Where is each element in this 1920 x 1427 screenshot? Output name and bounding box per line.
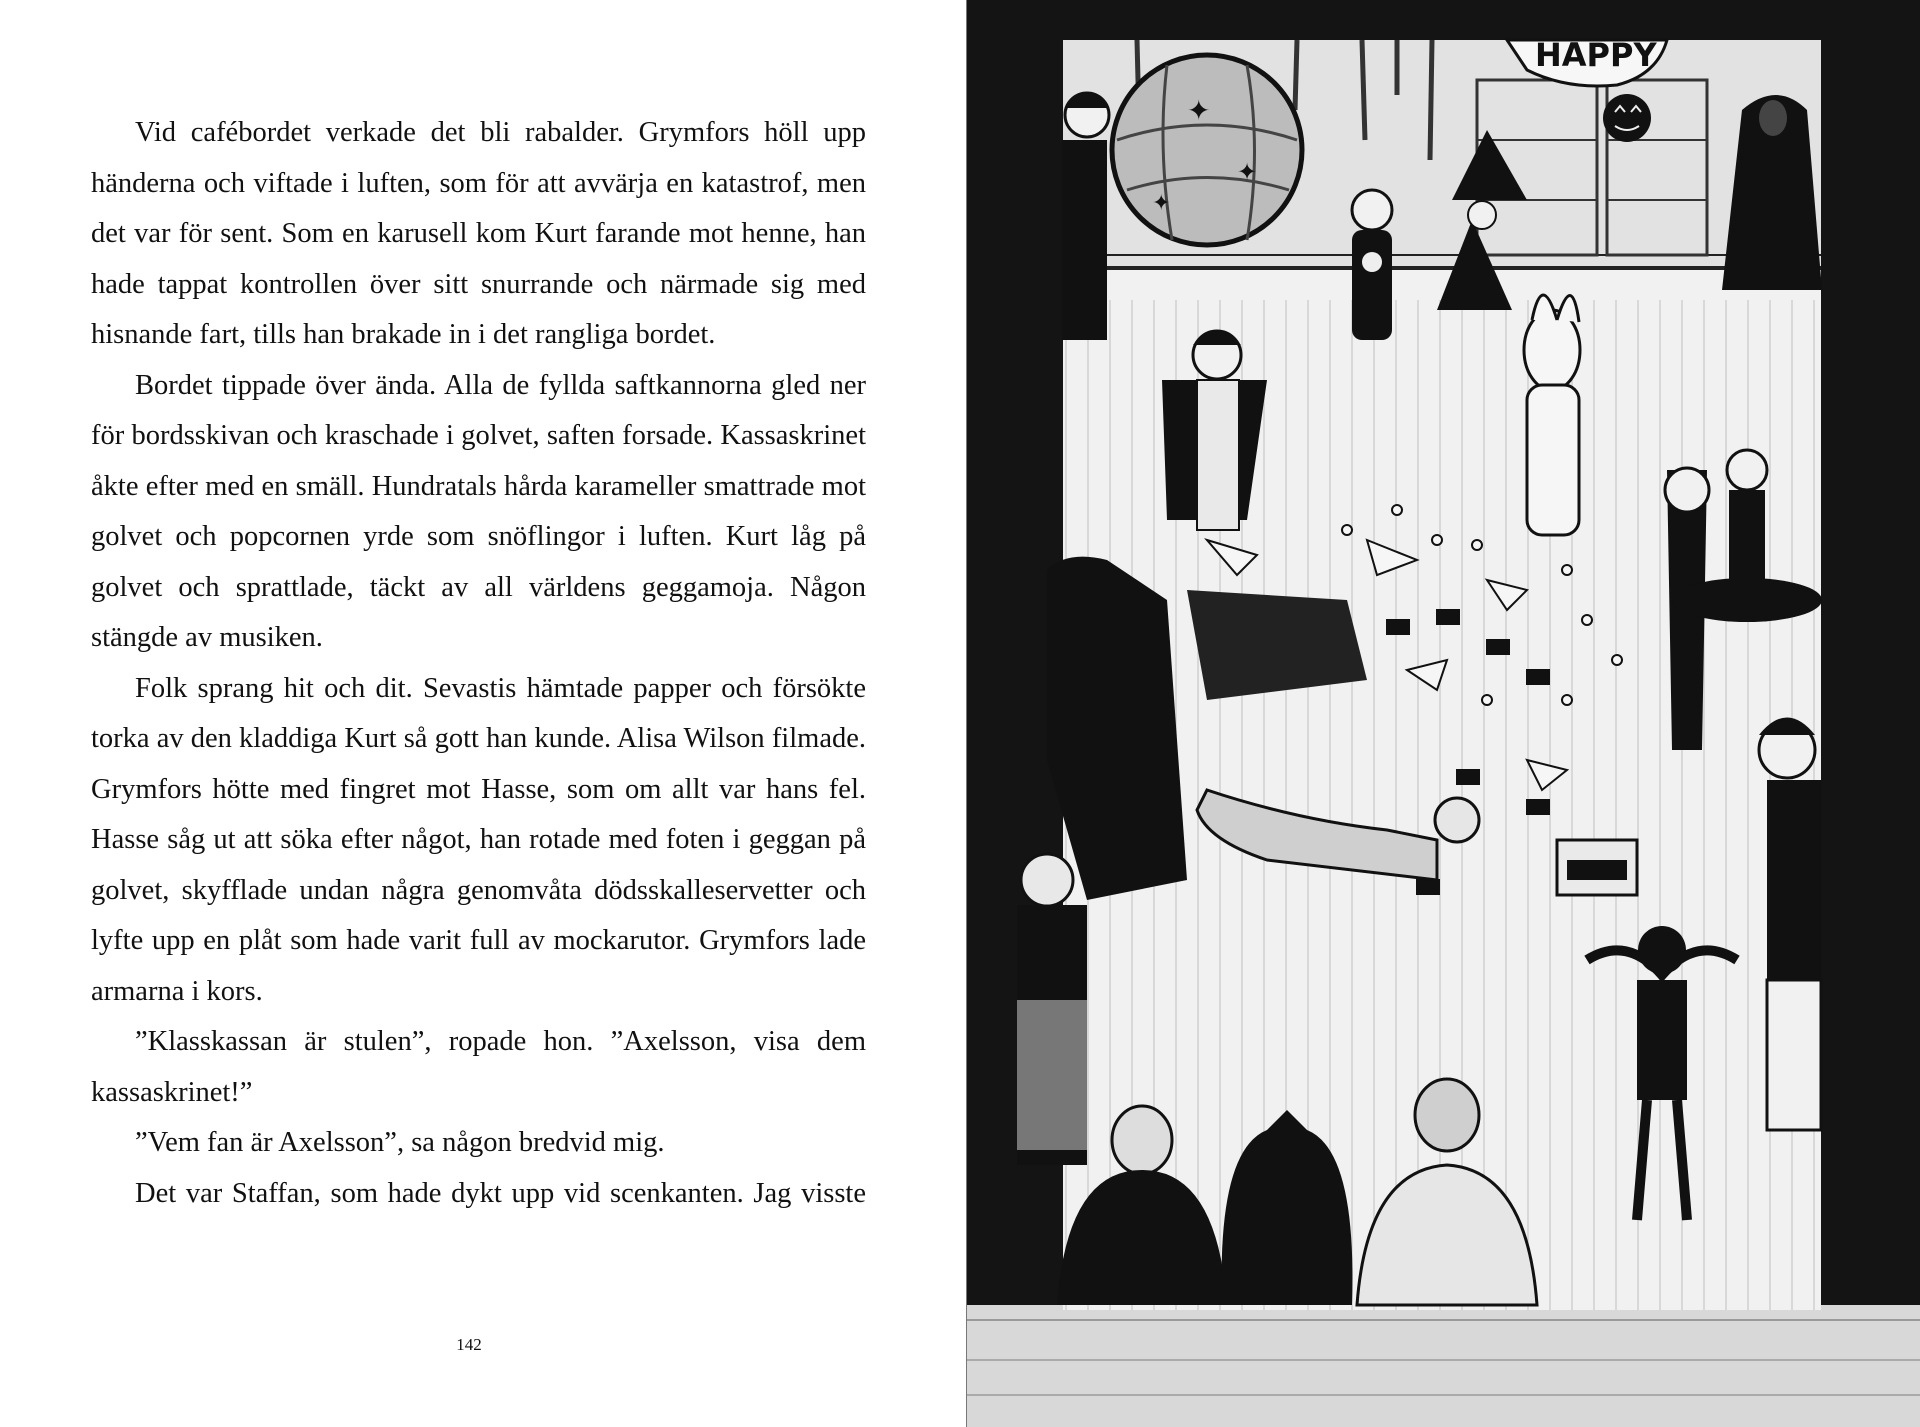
skeleton-kid <box>1352 230 1392 340</box>
halloween-party-illustration <box>967 0 1920 1427</box>
svg-text:✦: ✦ <box>1237 158 1258 186</box>
tall-man <box>1062 140 1107 340</box>
paragraph-3: Folk sprang hit och dit. Sevastis hämtade papper och försökte torka av den kladdiga Kurt så gott han kunde. Alisa Wilson filmade. Grymfors hötte med fingret mot Hasse, som om allt var hans fel. Hasse såg ut att söka efter något, han rotade med foten i geggan på golvet, skyfflade undan några genomvåta dödsskalleservetter och lyfte upp en plåt som hade varit full av mockarutor. Grymfors lade armarna i kors. <box>91 672 866 1007</box>
right-page-illustration <box>967 0 1920 1427</box>
banner-text: HAPPY <box>1535 36 1657 74</box>
page-number: 142 <box>456 1335 482 1354</box>
paragraph-4: ”Klasskassan är stulen”, ropade hon. ”Axelsson, visa dem kassaskrinet!” <box>91 1026 866 1108</box>
paragraph-2: Bordet tippade över ända. Alla de fyllda saftkannorna gled ner för bordsskivan och kraschade i golvet, saften forsade. Kassaskrinet åkte efter med en smäll. Hundratals hårda karameller smattrade mot golvet och popcornen yrde som snöflingor i luften. Kurt låg på golvet och sprattlade, täckt av all världens geggamoja. Någon stängde av musiken. <box>91 369 866 653</box>
svg-text:✦: ✦ <box>1152 191 1171 216</box>
svg-text:✦: ✦ <box>1187 94 1211 127</box>
disco-ball <box>1112 55 1302 245</box>
bunny-costume <box>1524 310 1580 390</box>
body-text <box>91 108 866 1219</box>
girl-hands-on-head <box>1638 926 1686 974</box>
praying-figure <box>1767 780 1821 980</box>
stage-front <box>967 1305 1920 1427</box>
pumpkin <box>1603 94 1651 142</box>
paragraph-6: Det var Staffan, som hade dykt upp vid scenkanten. Jag visste <box>135 1177 866 1209</box>
paragraph-1: Vid cafébordet verkade det bli rabalder. Grymfors höll upp händerna och viftade i luften, som för att avvärja en katastrof, men det var för sent. Som en karusell kom Kurt farande mot henne, han hade tappat kontrollen över sitt snurrande och närmade sig med hisnande fart, tills han brakade in i det rangliga bordet. <box>91 117 866 350</box>
paragraph-5: ”Vem fan är Axelsson”, sa någon bredvid mig. <box>135 1127 665 1158</box>
